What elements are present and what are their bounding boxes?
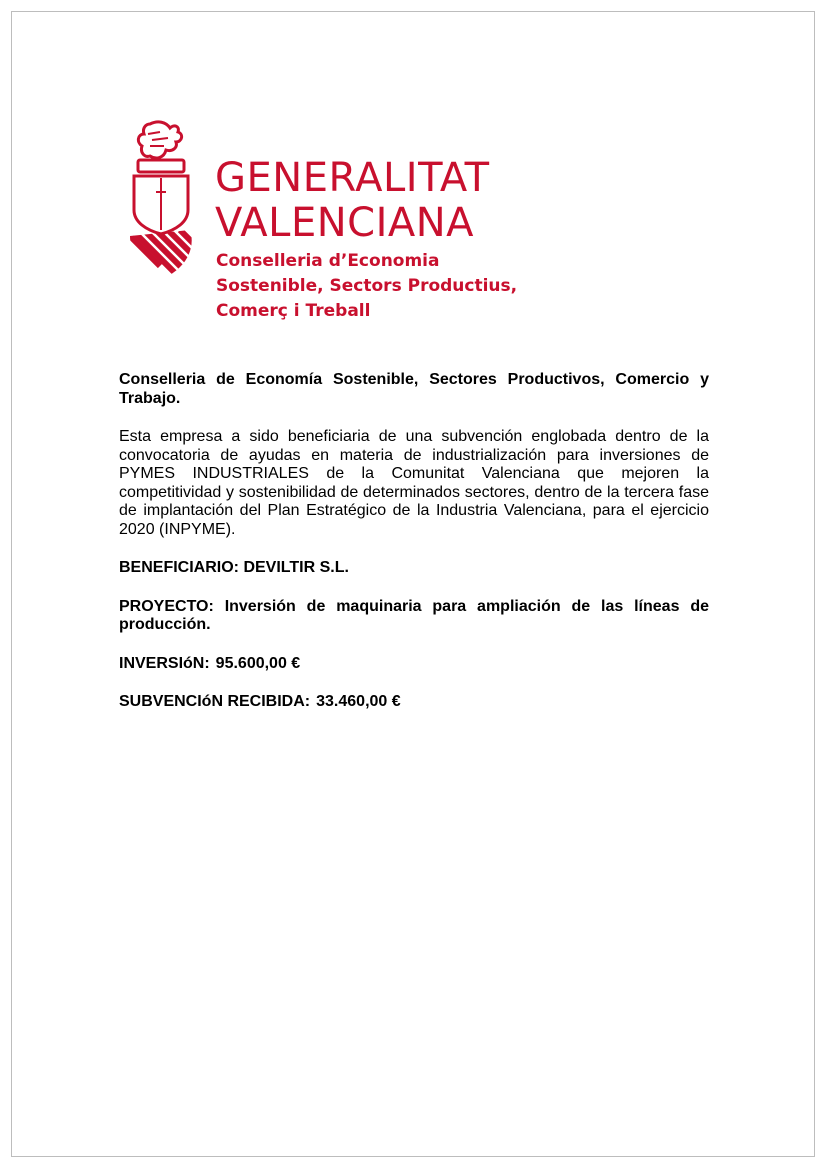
investment-value: 95.600,00 € <box>215 654 301 672</box>
logo-sub-line3: Comerç i Treball <box>216 301 371 321</box>
logo-title-line1: GENERALITAT <box>215 155 490 201</box>
coat-of-arms-icon <box>120 118 210 298</box>
beneficiary-label: BENEFICIARIO: <box>119 559 239 576</box>
project-value: Inversión de maquinaria para ampliación de las líneas de producción. <box>119 597 709 633</box>
logo-title-line2: VALENCIANA <box>215 200 475 246</box>
subsidy-line <box>119 693 709 712</box>
investment-line <box>119 655 709 674</box>
document-paragraph: Esta empresa a sido beneficiaria de una subvención englobada dentro de la convocatoria de ayudas en materia de industrialización para inversiones de PYMES INDUSTRIALES de la Comunitat Valenciana que mejoren la competitividad y sostenibilidad de determinados sectores, dentro de la tercera fase de implantación del Plan Estratégico de la Industria Valenciana, para el ejercicio 2020 (INPYME). <box>119 428 709 538</box>
investment-label: INVERSIóN: <box>119 654 210 672</box>
project-label: PROYECTO: <box>119 597 214 615</box>
beneficiary-line <box>119 559 709 578</box>
logo-title <box>215 156 490 246</box>
subsidy-value: 33.460,00 € <box>316 693 401 710</box>
project-line <box>119 598 709 635</box>
logo-sub-line2: Sostenible, Sectors Productius, <box>216 276 518 296</box>
logo-sub-line1: Conselleria d’Economia <box>216 251 440 271</box>
document-body <box>119 371 709 712</box>
logo-subtitle <box>216 249 517 324</box>
beneficiary-value: DEVILTIR S.L. <box>243 559 349 576</box>
subsidy-label: SUBVENCIóN RECIBIDA: <box>119 693 311 710</box>
document-heading: Conselleria de Economía Sostenible, Sectores Productivos, Comercio y Trabajo. <box>119 371 709 407</box>
generalitat-logo <box>120 98 530 358</box>
